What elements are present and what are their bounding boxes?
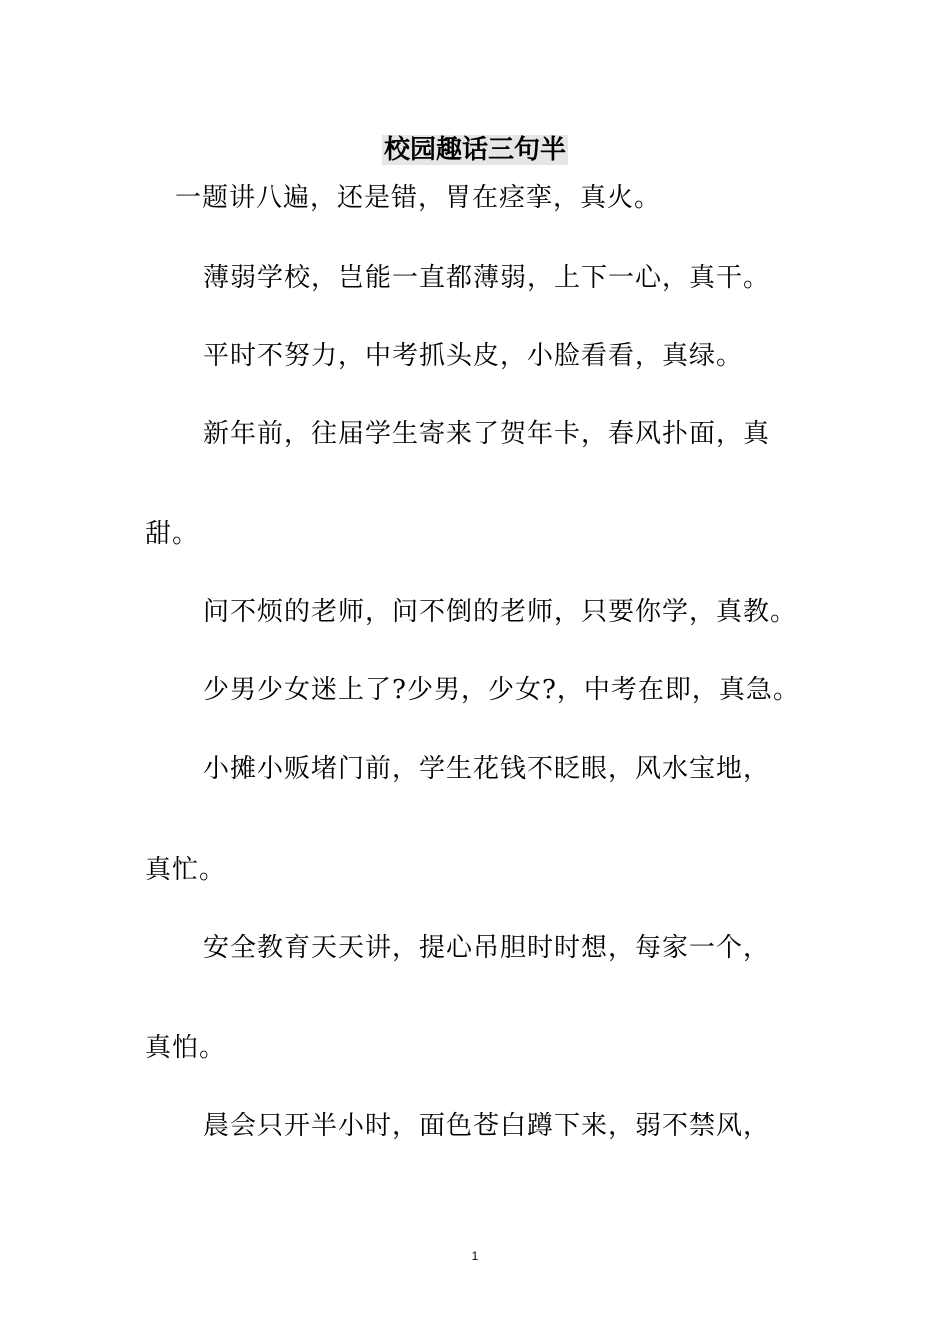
text-line-11: 真怕。 [145, 1033, 227, 1063]
document-title [0, 130, 950, 170]
text-line-7: 少男少女迷上了?少男，少女?，中考在即，真急。 [203, 675, 800, 705]
text-line-12: 晨会只开半小时，面色苍白蹲下来，弱不禁风， [203, 1111, 771, 1141]
text-line-8: 小摊小贩堵门前，学生花钱不眨眼，风水宝地， [203, 754, 771, 784]
text-line-10: 安全教育天天讲，提心吊胆时时想，每家一个， [203, 933, 771, 963]
text-line-5: 甜。 [145, 519, 200, 549]
title-text: 校园趣话三句半 [383, 135, 566, 165]
page-number: 1 [471, 1249, 479, 1263]
text-line-9: 真忙。 [145, 855, 227, 885]
text-line-6: 问不烦的老师，问不倒的老师，只要你学，真教。 [203, 597, 798, 627]
text-line-1: 一题讲八遍，还是错，胃在痉挛，真火。 [175, 183, 662, 213]
text-line-3: 平时不努力，中考抓头皮，小脸看看，真绿。 [203, 341, 744, 371]
text-line-4: 新年前，往届学生寄来了贺年卡，春风扑面，真 [203, 419, 771, 449]
text-line-2: 薄弱学校，岂能一直都薄弱，上下一心，真干。 [203, 263, 771, 293]
